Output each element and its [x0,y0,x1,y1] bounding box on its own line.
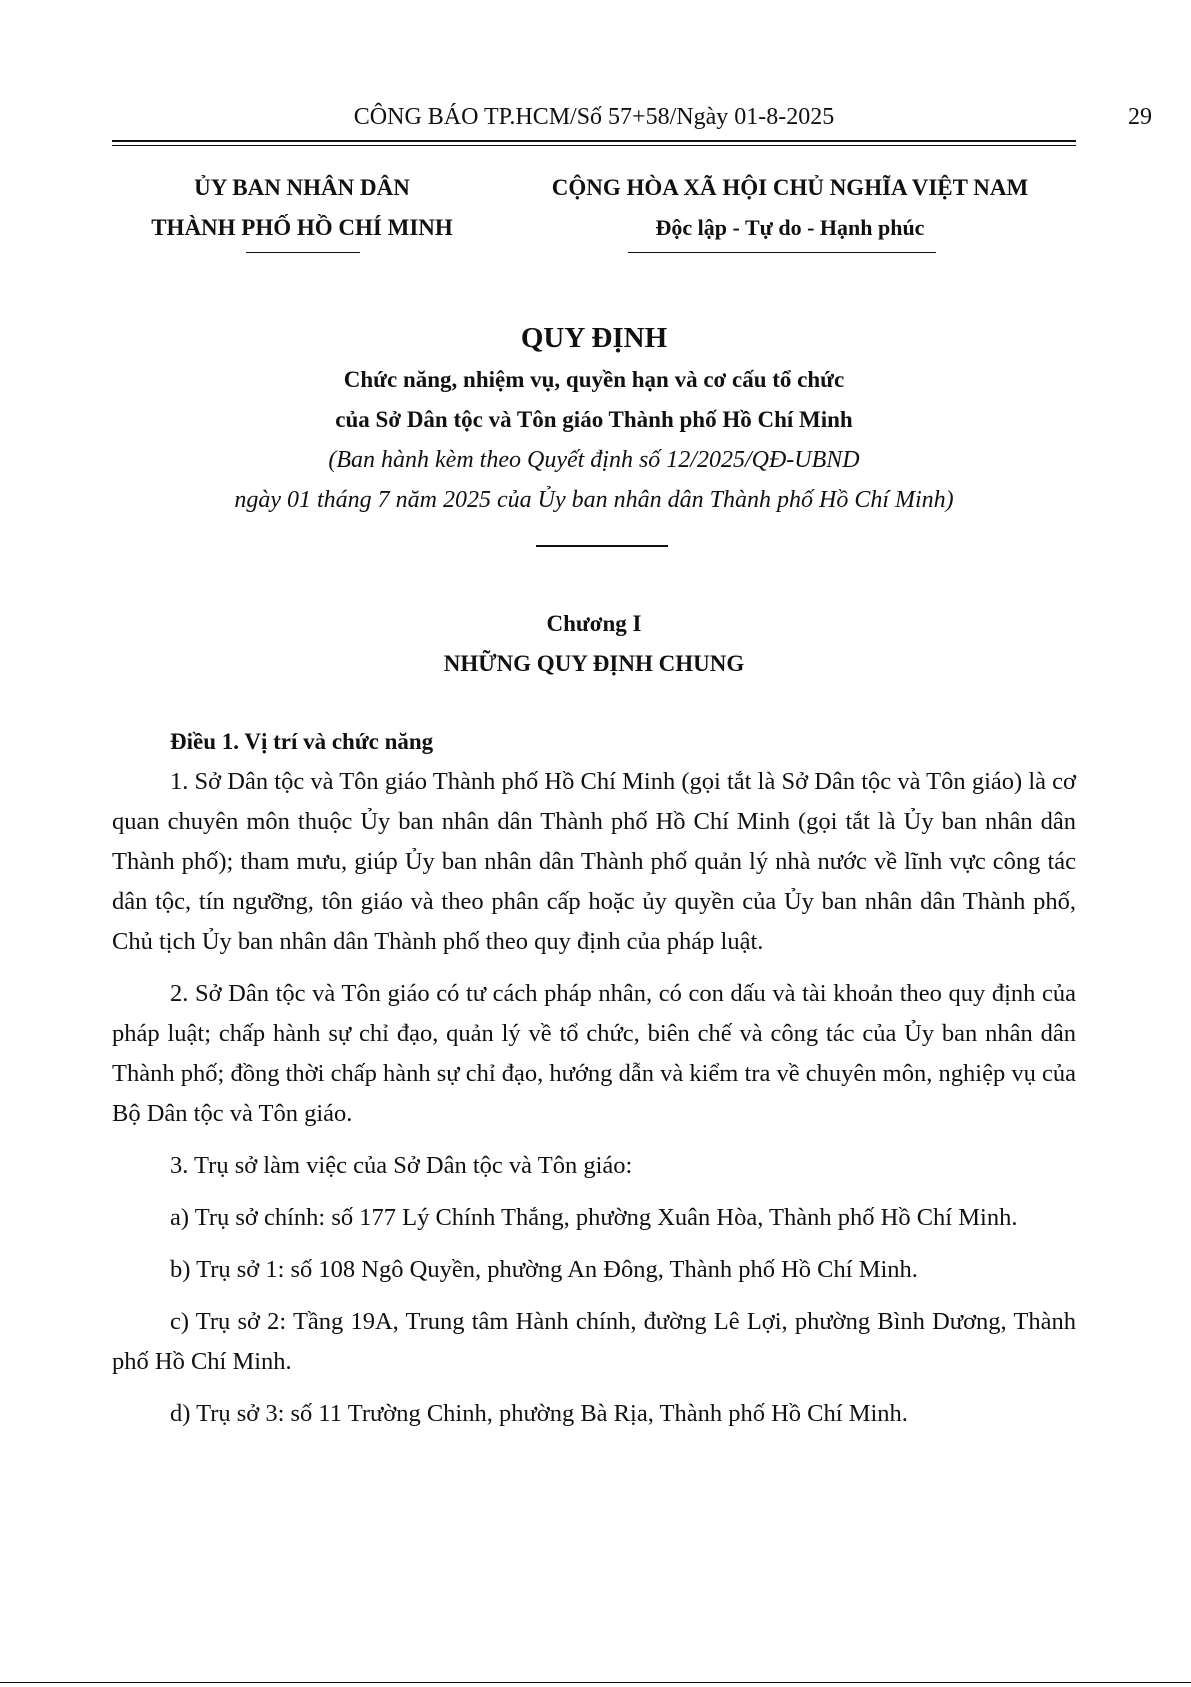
article-body [112,722,1076,1446]
issuance-note [112,440,1076,520]
document-title: QUY ĐỊNH [520,322,668,354]
national-name: CỘNG HÒA XÃ HỘI CHỦ NGHĨA VIỆT NAM [551,175,1029,200]
chapter-name: NHỮNG QUY ĐỊNH CHUNG [443,651,745,676]
paragraph: 3. Trụ sở làm việc của Sở Dân tộc và Tôn giáo: [170,1152,633,1179]
chapter-heading [112,604,1076,684]
title-separator [536,545,668,547]
running-header [112,104,1152,138]
header-double-rule [112,140,1076,146]
page-number: 29 [1128,104,1152,130]
document-subtitle [112,360,1076,440]
paragraph: a) Trụ sở chính: số 177 Lý Chính Thắng, phường Xuân Hòa, Thành phố Hồ Chí Minh. [170,1204,1018,1231]
motto-underline [628,252,936,253]
subtitle-line-2: của Sở Dân tộc và Tôn giáo Thành phố Hồ Chí Minh [335,407,853,432]
page-bottom-edge [0,1682,1191,1683]
issuer-line-1: ỦY BAN NHÂN DÂN [194,175,410,200]
paragraph: 2. Sở Dân tộc và Tôn giáo có tư cách pháp nhân, có con dấu và tài khoản theo quy định của pháp luật; chấp hành sự chỉ đạo, quản lý về tổ chức, biên chế và công tác của Ủy ban nhân dân Thành phố; đồng thời chấp hành sự chỉ đạo, hướng dẫn và kiểm tra về chuyên môn, nghiệp vụ của Bộ Dân tộc và Tôn giáo. [112,980,1076,1127]
national-motto: Độc lập - Tự do - Hạnh phúc [655,215,925,240]
issuance-line-2: ngày 01 tháng 7 năm 2025 của Ủy ban nhân dân Thành phố Hồ Chí Minh) [234,487,954,513]
paragraph: c) Trụ sở 2: Tầng 19A, Trung tâm Hành chính, đường Lê Lợi, phường Bình Dương, Thành phố Hồ Chí Minh. [112,1308,1076,1375]
national-motto-block [500,168,1080,248]
paragraph: d) Trụ sở 3: số 11 Trường Chinh, phường Bà Rịa, Thành phố Hồ Chí Minh. [170,1400,908,1427]
issuer-underline [246,252,360,253]
article-heading: Điều 1. Vị trí và chức năng [170,729,434,754]
gazette-title: CÔNG BÁO TP.HCM/Số 57+58/Ngày 01-8-2025 [353,104,835,130]
paragraph: 1. Sở Dân tộc và Tôn giáo Thành phố Hồ Chí Minh (gọi tắt là Sở Dân tộc và Tôn giáo) là cơ quan chuyên môn thuộc Ủy ban nhân dân Thành phố Hồ Chí Minh (gọi tắt là Ủy ban nhân dân Thành phố); tham mưu, giúp Ủy ban nhân dân Thành phố quản lý nhà nước về lĩnh vực công tác dân tộc, tín ngưỡng, tôn giáo và theo phân cấp hoặc ủy quyền của Ủy ban nhân dân Thành phố, Chủ tịch Ủy ban nhân dân Thành phố theo quy định của pháp luật. [112,768,1076,955]
chapter-number: Chương I [546,611,642,636]
issuer-line-2: THÀNH PHỐ HỒ CHÍ MINH [151,215,453,240]
paragraph: b) Trụ sở 1: số 108 Ngô Quyền, phường An Đông, Thành phố Hồ Chí Minh. [170,1256,918,1283]
subtitle-line-1: Chức năng, nhiệm vụ, quyền hạn và cơ cấu tổ chức [343,367,845,392]
issuer-block [112,168,492,248]
issuance-line-1: (Ban hành kèm theo Quyết định số 12/2025/QĐ-UBND [328,447,860,473]
